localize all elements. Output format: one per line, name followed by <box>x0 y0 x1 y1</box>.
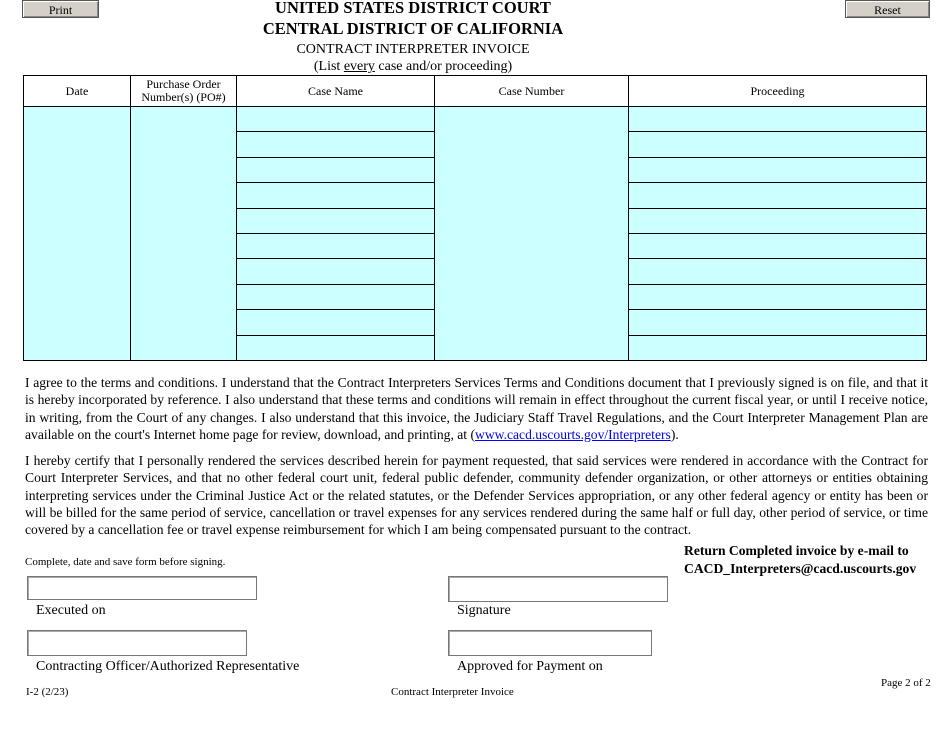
signature-label: Signature <box>457 603 511 618</box>
case-number-input-cell[interactable] <box>435 107 629 361</box>
proceeding-input[interactable] <box>629 208 927 233</box>
approved-date-field[interactable] <box>448 630 652 656</box>
signature-field[interactable] <box>448 576 668 602</box>
signing-note: Complete, date and save form before signing. <box>25 556 226 568</box>
proceeding-input[interactable] <box>629 132 927 157</box>
page-number: Page 2 of 2 <box>881 677 931 689</box>
date-input-cell[interactable] <box>24 107 131 361</box>
interpreters-link[interactable]: www.cacd.uscourts.gov/Interpreters <box>475 426 671 442</box>
col-header-date: Date <box>24 76 131 107</box>
contracting-officer-label: Contracting Officer/Authorized Representative <box>36 659 300 674</box>
proceeding-input[interactable] <box>629 157 927 182</box>
case-name-input[interactable] <box>237 335 435 360</box>
terms-paragraph: I agree to the terms and conditions. I understand that the Contract Interpreters Services Terms and Conditions document that I previously signed is on file, and that it is hereby incorporated by reference. I also understand that these terms and conditions will remain in effect throughout the current fiscal year, or until I receive notice, in writing, from the Court of any changes. I also understand that this invoice, the Judiciary Staff Travel Regulations, and the Court Interpreter Management Plan are available on the court's Internet home page for review, download, and printing, at (www.cacd.uscourts.gov/Interpreters). <box>25 375 928 442</box>
po-input-cell[interactable] <box>131 107 237 361</box>
contracting-officer-field[interactable] <box>27 630 247 656</box>
executed-on-field[interactable] <box>27 576 257 600</box>
proceeding-input[interactable] <box>629 310 927 335</box>
case-name-input[interactable] <box>237 259 435 284</box>
case-name-input[interactable] <box>237 107 435 132</box>
proceeding-input[interactable] <box>629 107 927 132</box>
col-header-case-number: Case Number <box>435 76 629 107</box>
executed-on-label: Executed on <box>36 603 106 618</box>
proceeding-input[interactable] <box>629 183 927 208</box>
approved-label: Approved for Payment on <box>457 659 603 674</box>
return-email: CACD_Interpreters@cacd.uscourts.gov <box>684 560 917 576</box>
proceeding-input[interactable] <box>629 259 927 284</box>
form-name: Contract Interpreter Invoice <box>391 686 514 698</box>
table-row <box>24 107 927 132</box>
district-title: CENTRAL DISTRICT OF CALIFORNIA <box>262 19 564 38</box>
case-name-input[interactable] <box>237 208 435 233</box>
case-name-input[interactable] <box>237 183 435 208</box>
col-header-proceeding: Proceeding <box>629 76 927 107</box>
table-header-row <box>24 76 927 107</box>
case-name-input[interactable] <box>237 233 435 258</box>
col-header-po: Purchase Order Number(s) (PO#) <box>131 76 237 107</box>
case-name-input[interactable] <box>237 310 435 335</box>
reset-button[interactable]: Reset <box>845 0 930 18</box>
proceeding-input[interactable] <box>629 233 927 258</box>
form-title: CONTRACT INTERPRETER INVOICE <box>296 42 530 57</box>
proceeding-input[interactable] <box>629 335 927 360</box>
col-header-case-name: Case Name <box>237 76 435 107</box>
case-name-input[interactable] <box>237 284 435 309</box>
form-id: I-2 (2/23) <box>26 686 69 698</box>
certification-paragraph: I hereby certify that I personally rendered the services described herein for payment requested, that said services were rendered in accordance with the Contract for Court Interpreter Services, and that no other federal court unit, federal public defender, community defender organization, or other attorneys or entities obtaining interpreting services under the Criminal Justice Act or the related statutes, or the Defender Services appropriation, or any other federal agency or entity has been or will be billed for the same period of service, cancellation or travel expenses for any services rendered during the same half or full day, other period of service, or time covered by a cancellation fee or travel expense reimbursement for which I am being compensated pursuant to the contract. <box>25 453 928 538</box>
return-instructions: Return Completed invoice by e-mail to CACD_Interpreters@cacd.uscourts.gov <box>684 543 917 576</box>
court-title: UNITED STATES DISTRICT COURT <box>275 0 551 17</box>
form-instruction: (List every case and/or proceeding) <box>313 59 513 74</box>
case-name-input[interactable] <box>237 132 435 157</box>
invoice-table <box>23 75 927 361</box>
print-button[interactable]: Print <box>22 0 99 18</box>
proceeding-input[interactable] <box>629 284 927 309</box>
case-name-input[interactable] <box>237 157 435 182</box>
